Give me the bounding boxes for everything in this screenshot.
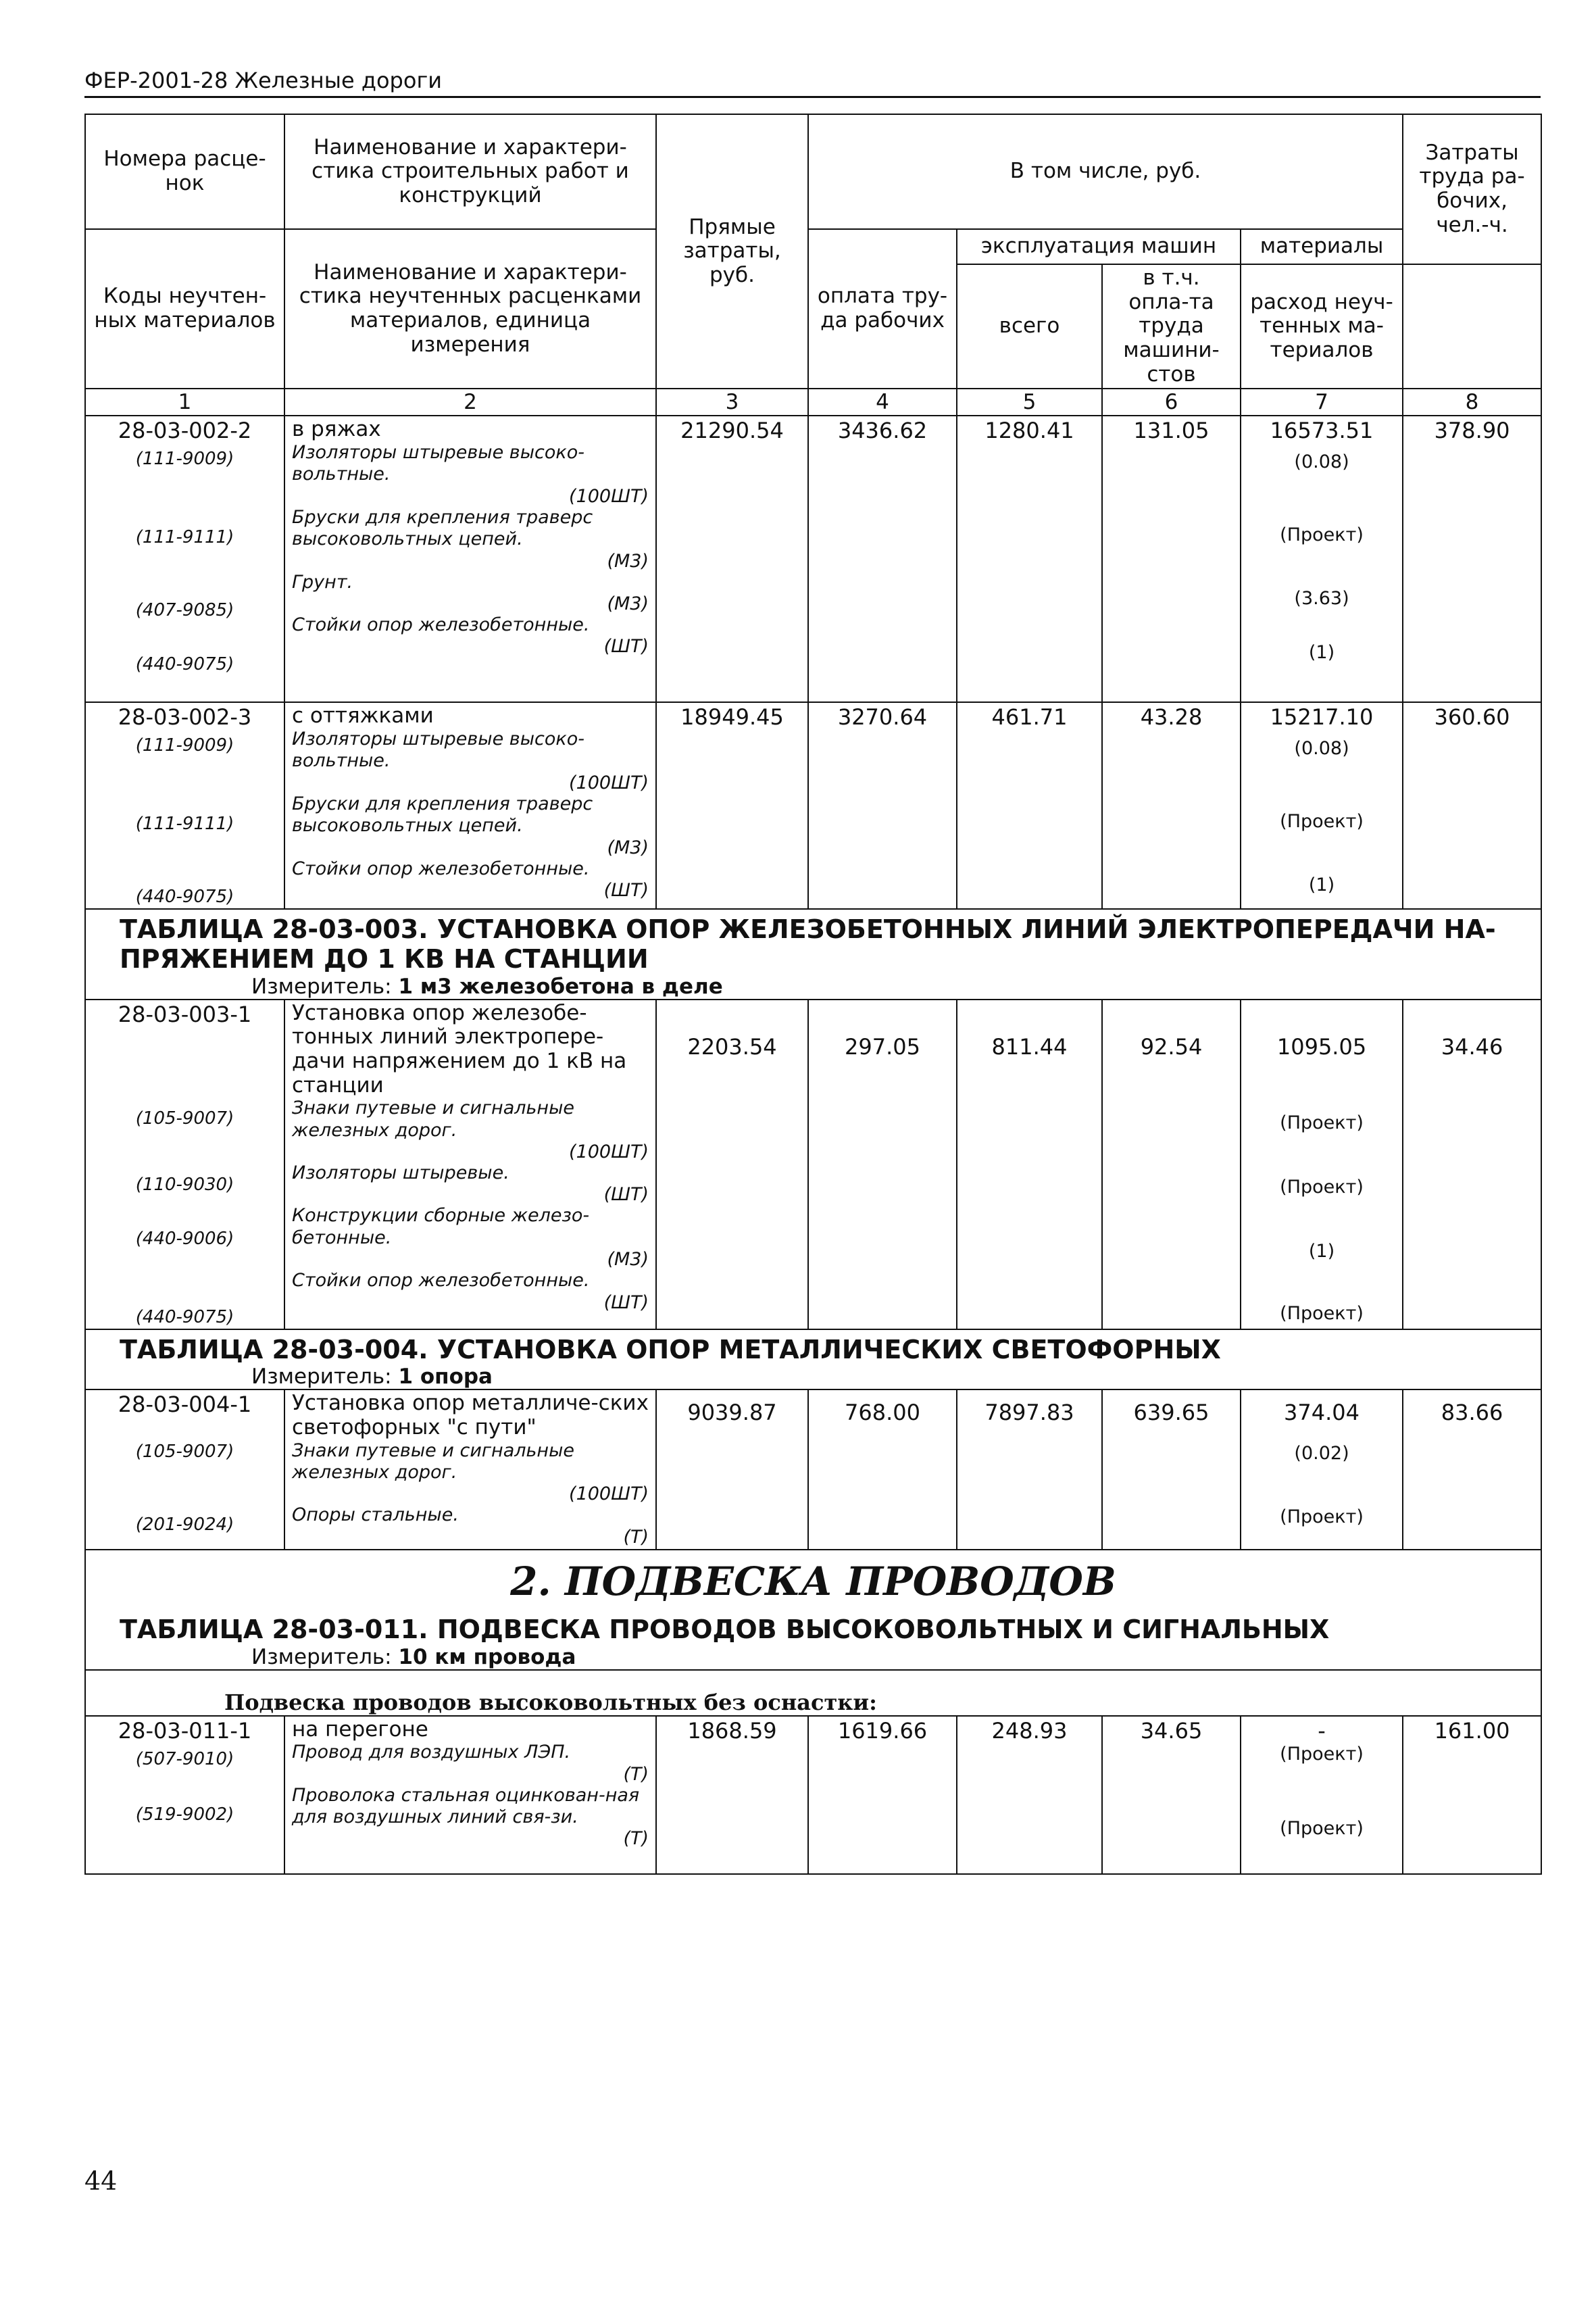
col-number: 1 bbox=[85, 389, 284, 416]
rate-code: 28-03-002-3 bbox=[118, 704, 252, 731]
material-unit: (Т) bbox=[623, 1828, 649, 1850]
material-name: Стойки опор железобетонные. bbox=[292, 1270, 590, 1291]
rate-row bbox=[85, 1389, 1541, 1549]
material-unit: (М3) bbox=[607, 837, 649, 858]
machinist-wages: 43.28 bbox=[1102, 702, 1241, 909]
rate-row bbox=[85, 1000, 1541, 1329]
material-qty: (3.63) bbox=[1294, 588, 1349, 610]
materials-cost: 16573.51 bbox=[1270, 418, 1374, 444]
material-name: Проволока стальная оцинкован-ная для воздушных линий свя-зи. bbox=[292, 1784, 640, 1827]
material-unit: (М3) bbox=[607, 550, 649, 572]
material-name: Конструкции сборные железо-бетонные. bbox=[292, 1205, 590, 1248]
machinist-wages: 131.05 bbox=[1102, 416, 1241, 702]
rate-name: на перегоне bbox=[292, 1717, 428, 1742]
machines-total: 1280.41 bbox=[957, 416, 1102, 702]
material-code: (519-9002) bbox=[135, 1804, 234, 1825]
col5-header: всего bbox=[957, 264, 1102, 389]
material-code: (201-9024) bbox=[135, 1515, 234, 1535]
measure-value: 1 опора bbox=[398, 1364, 493, 1389]
table-title: ТАБЛИЦА 28-03-004. УСТАНОВКА ОПОР МЕТАЛЛИЧЕСКИХ СВЕТОФОРНЫХ bbox=[120, 1334, 1221, 1364]
materials-cost: 15217.10 bbox=[1270, 704, 1374, 731]
col-number: 5 bbox=[957, 389, 1102, 416]
material-unit: (М3) bbox=[607, 593, 649, 614]
col4-header: оплата тру-да рабочих bbox=[808, 229, 957, 389]
wages: 3270.64 bbox=[808, 702, 957, 909]
rate-row bbox=[85, 702, 1541, 909]
chapter-title: 2. ПОДВЕСКА ПРОВОДОВ bbox=[510, 1558, 1116, 1604]
col-number: 4 bbox=[808, 389, 957, 416]
measure-label: Измеритель: bbox=[251, 974, 392, 999]
machinist-wages: 92.54 bbox=[1102, 1000, 1241, 1329]
material-code: (105-9007) bbox=[135, 1108, 234, 1129]
machines-total: 7897.83 bbox=[957, 1389, 1102, 1549]
wages: 768.00 bbox=[808, 1389, 957, 1549]
rate-code: 28-03-011-1 bbox=[118, 1717, 252, 1744]
machines-header: эксплуатация машин bbox=[957, 229, 1241, 264]
material-unit: (ШТ) bbox=[603, 879, 649, 901]
machinist-wages: 639.65 bbox=[1102, 1389, 1241, 1549]
material-name: Бруски для крепления траверс высоковольтных цепей. bbox=[292, 506, 593, 550]
machinist-wages: 34.65 bbox=[1102, 1716, 1241, 1874]
direct-costs: 18949.45 bbox=[656, 702, 808, 909]
material-qty: (Проект) bbox=[1280, 811, 1364, 833]
labor-costs: 360.60 bbox=[1403, 702, 1541, 909]
material-code: (105-9007) bbox=[135, 1442, 234, 1462]
material-code: (407-9085) bbox=[135, 600, 234, 621]
material-qty: (Проект) bbox=[1280, 1817, 1364, 1839]
material-qty: (Проект) bbox=[1280, 1302, 1364, 1324]
section-subheader: Подвеска проводов высоковольтных без оснастки: bbox=[224, 1689, 877, 1715]
labor-costs: 83.66 bbox=[1403, 1389, 1541, 1549]
material-code: (111-9111) bbox=[135, 527, 234, 548]
material-name: Изоляторы штыревые высоко-вольтные. bbox=[292, 728, 584, 772]
materials-cost: - bbox=[1318, 1717, 1326, 1744]
col1-header-top: Номера расце-нок bbox=[85, 114, 284, 229]
col-number: 2 bbox=[284, 389, 656, 416]
material-qty: (1) bbox=[1308, 1240, 1335, 1262]
rate-name: в ряжах bbox=[292, 417, 381, 442]
measure-label: Измеритель: bbox=[251, 1644, 392, 1669]
direct-costs: 1868.59 bbox=[656, 1716, 808, 1874]
rate-name: Установка опор металличе-ских светофорных "с пути" bbox=[292, 1391, 649, 1439]
column-numbers-row bbox=[85, 389, 1541, 416]
measure-line bbox=[86, 1645, 1541, 1669]
material-qty: (Проект) bbox=[1280, 1743, 1364, 1765]
material-code: (111-9009) bbox=[135, 735, 234, 756]
materials-cost: 374.04 bbox=[1284, 1400, 1360, 1426]
rate-row bbox=[85, 416, 1541, 702]
measure-line bbox=[86, 975, 1541, 999]
col3-header: Прямые затраты, руб. bbox=[656, 114, 808, 389]
material-name: Стойки опор железобетонные. bbox=[292, 858, 590, 879]
direct-costs: 2203.54 bbox=[656, 1000, 808, 1329]
col-number: 6 bbox=[1102, 389, 1241, 416]
material-code: (111-9111) bbox=[135, 814, 234, 835]
page-header: ФЕР-2001-28 Железные дороги bbox=[84, 68, 1541, 98]
col2-header-top: Наименование и характери-стика строительных работ и конструкций bbox=[284, 114, 656, 229]
direct-costs: 21290.54 bbox=[656, 416, 808, 702]
material-unit: (100ШТ) bbox=[569, 1483, 649, 1505]
measure-value: 1 м3 железобетона в деле bbox=[398, 974, 723, 999]
material-qty: (1) bbox=[1308, 642, 1335, 664]
wages: 297.05 bbox=[808, 1000, 957, 1329]
rate-name: Установка опор железобе-тонных линий электропере-дачи напряжением до 1 кВ на станции bbox=[292, 1000, 627, 1098]
col6-header: в т.ч. опла-та труда машини-стов bbox=[1102, 264, 1241, 389]
page-number: 44 bbox=[84, 2166, 118, 2196]
material-name: Провод для воздушных ЛЭП. bbox=[292, 1742, 571, 1763]
material-name: Изоляторы штыревые. bbox=[292, 1162, 509, 1184]
material-unit: (Т) bbox=[623, 1763, 649, 1785]
material-unit: (100ШТ) bbox=[569, 772, 649, 793]
labor-costs: 378.90 bbox=[1403, 416, 1541, 702]
materials-header: материалы bbox=[1241, 229, 1403, 264]
material-name: Изоляторы штыревые высоко-вольтные. bbox=[292, 441, 584, 485]
material-code: (440-9075) bbox=[135, 1306, 234, 1327]
col1-header-bottom: Коды неучтен-ных материалов bbox=[85, 229, 284, 389]
materials-cost: 1095.05 bbox=[1276, 1033, 1367, 1060]
material-qty: (1) bbox=[1308, 875, 1335, 896]
col-number: 8 bbox=[1403, 389, 1541, 416]
col-number: 7 bbox=[1241, 389, 1403, 416]
wages: 3436.62 bbox=[808, 416, 957, 702]
material-unit: (100ШТ) bbox=[569, 1141, 649, 1163]
rate-row bbox=[85, 1716, 1541, 1874]
material-unit: (М3) bbox=[607, 1249, 649, 1271]
table-title: ТАБЛИЦА 28-03-003. УСТАНОВКА ОПОР ЖЕЛЕЗОБЕТОННЫХ ЛИНИЙ ЭЛЕКТРОПЕРЕДАЧИ НА-ПРЯЖЕНИЕМ ДО 1 КВ НА СТАНЦИИ bbox=[120, 914, 1496, 974]
material-code: (440-9075) bbox=[135, 887, 234, 908]
rate-code: 28-03-003-1 bbox=[118, 1001, 252, 1027]
rate-code: 28-03-002-2 bbox=[118, 418, 252, 444]
material-code: (507-9010) bbox=[135, 1748, 234, 1769]
material-qty: (0.02) bbox=[1294, 1443, 1349, 1464]
labor-costs: 161.00 bbox=[1403, 1716, 1541, 1874]
material-unit: (Т) bbox=[623, 1526, 649, 1548]
measure-label: Измеритель: bbox=[251, 1364, 392, 1389]
measure-value: 10 км провода bbox=[398, 1644, 576, 1669]
material-code: (440-9006) bbox=[135, 1228, 234, 1249]
material-name: Бруски для крепления траверс высоковольтных цепей. bbox=[292, 793, 593, 837]
wages: 1619.66 bbox=[808, 1716, 957, 1874]
machines-total: 248.93 bbox=[957, 1716, 1102, 1874]
material-qty: (Проект) bbox=[1280, 1176, 1364, 1198]
material-qty: (0.08) bbox=[1294, 451, 1349, 473]
material-name: Опоры стальные. bbox=[292, 1504, 459, 1526]
material-name: Стойки опор железобетонные. bbox=[292, 614, 590, 635]
col2-header-bottom: Наименование и характери-стика неучтенных расценками материалов, единица измерения bbox=[284, 229, 656, 389]
col8-header-empty bbox=[1403, 264, 1541, 389]
machines-total: 461.71 bbox=[957, 702, 1102, 909]
machines-total: 811.44 bbox=[957, 1000, 1102, 1329]
material-name: Грунт. bbox=[292, 571, 353, 593]
material-name: Знаки путевые и сигнальные железных дорог. bbox=[292, 1098, 574, 1141]
col-number: 3 bbox=[656, 389, 808, 416]
material-code: (440-9075) bbox=[135, 654, 234, 675]
material-unit: (ШТ) bbox=[603, 636, 649, 658]
rate-name: с оттяжками bbox=[292, 704, 434, 729]
rates-table bbox=[84, 114, 1542, 1875]
direct-costs: 9039.87 bbox=[656, 1389, 808, 1549]
material-code: (110-9030) bbox=[135, 1174, 234, 1195]
material-unit: (100ШТ) bbox=[569, 485, 649, 507]
material-qty: (0.08) bbox=[1294, 738, 1349, 760]
col7-header: расход неуч-тенных ма-териалов bbox=[1241, 264, 1403, 389]
table-title: ТАБЛИЦА 28-03-011. ПОДВЕСКА ПРОВОДОВ ВЫСОКОВОЛЬТНЫХ И СИГНАЛЬНЫХ bbox=[120, 1614, 1330, 1644]
rate-code: 28-03-004-1 bbox=[118, 1392, 252, 1418]
material-qty: (Проект) bbox=[1280, 1506, 1364, 1528]
material-qty: (Проект) bbox=[1280, 1112, 1364, 1133]
material-name: Знаки путевые и сигнальные железных дорог. bbox=[292, 1439, 574, 1483]
breakdown-header: В том числе, руб. bbox=[808, 114, 1403, 229]
material-unit: (ШТ) bbox=[603, 1291, 649, 1313]
col8-header: Затраты труда ра-бочих, чел.-ч. bbox=[1403, 114, 1541, 264]
measure-line bbox=[86, 1364, 1541, 1389]
material-code: (111-9009) bbox=[135, 449, 234, 470]
material-unit: (ШТ) bbox=[603, 1184, 649, 1206]
labor-costs: 34.46 bbox=[1403, 1000, 1541, 1329]
material-qty: (Проект) bbox=[1280, 524, 1364, 546]
